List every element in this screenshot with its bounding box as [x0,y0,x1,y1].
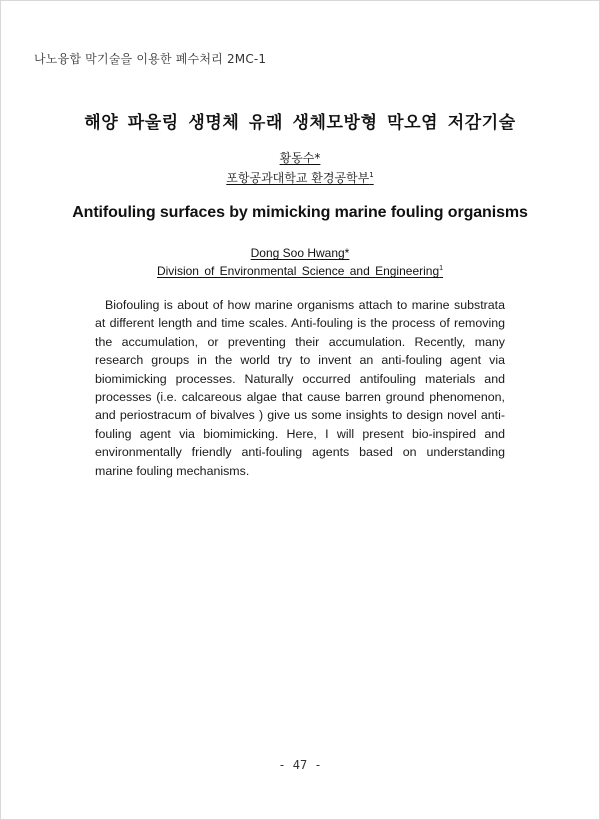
english-title: Antifouling surfaces by mimicking marine fouling organisms [72,204,528,221]
abstract-paragraph: Biofouling is about of how marine organisms attach to marine substrata at different length and time scales. Anti-fouling is the process of removing the accumulation, or preventing their accumulation. Recently, many research groups in the world try to invent an anti-fouling agent via biomimicking processes. Naturally occurred antifouling materials and processes (i.e. calcareous algae that cause barren ground phenomenon, and periostracum of bivalves ) give us some insights to design novel anti-fouling agent via biomimicking. Here, I will present bio-inspired and environmentally friendly anti-fouling agents based on understanding marine fouling mechanisms. [95,298,505,478]
korean-title: 해양 파울링 생명체 유래 생체모방형 막오염 저감기술 [84,113,516,133]
english-author-name: Dong Soo Hwang* [250,246,350,260]
english-affiliation-name: Division of Environmental Science and Engineering [156,264,440,278]
page-number: - 47 - [278,758,322,772]
korean-affiliation-text [226,171,373,185]
running-header: 나노융합 막기술을 이용한 폐수처리 2MC-1 [34,52,267,66]
english-affiliation [0,264,600,278]
korean-affiliation-name: 포항공과대학교 환경공학부 [226,171,370,185]
korean-author-name: 황동수* [279,151,321,165]
english-affiliation-sup: 1 [439,265,444,272]
english-author [0,246,600,260]
english-affiliation-text [157,264,443,278]
korean-author [0,149,600,166]
korean-affiliation [0,169,600,186]
korean-affiliation-sup: 1 [369,171,374,179]
